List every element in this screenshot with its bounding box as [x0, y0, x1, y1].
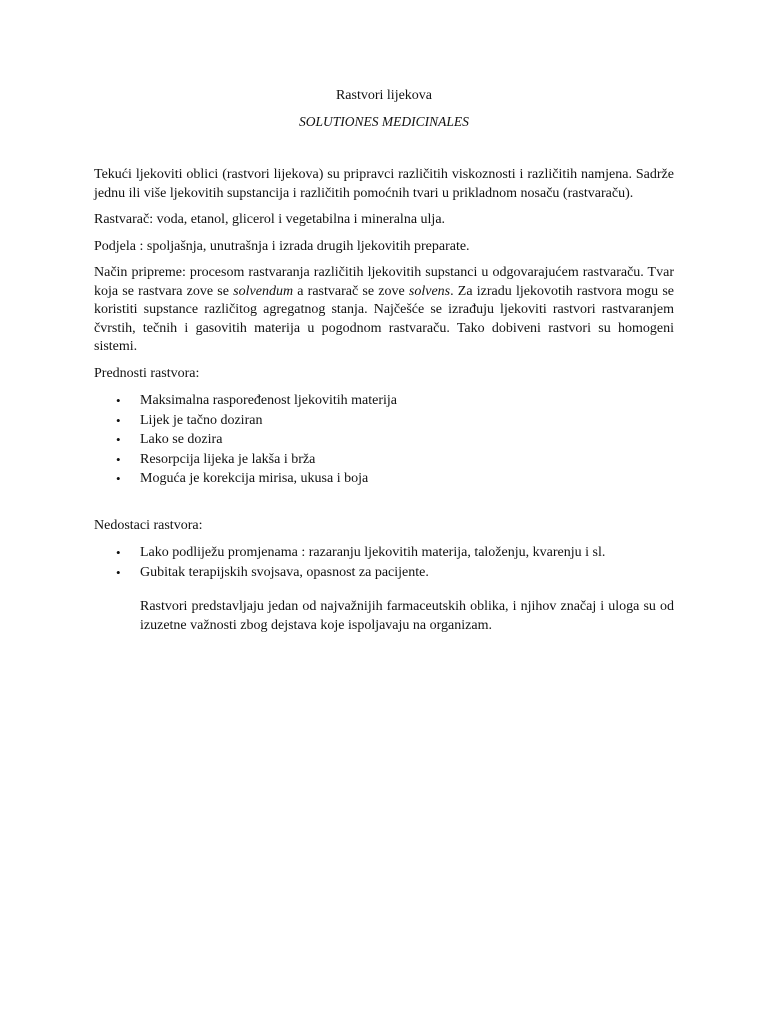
preparation-text-3: . Za izradu ljekovotih rastvora mogu se koristiti supstance različitog agregatnog stanja. Najčešće se izrađuju ljekoviti rastvori rastvaranjem čvrstih, tečnih i gasovitih materija u pogodnom rastvaraču. Tako dobiveni rastvori su homogeni sistemi.: [94, 283, 674, 354]
document-title: Rastvori lijekova: [335, 88, 433, 103]
advantages-heading: Prednosti rastvora:: [94, 365, 200, 381]
list-item: [94, 411, 674, 431]
list-item: [94, 430, 674, 450]
closing-paragraph: Rastvori predstavljaju jedan od najvažnijih farmaceutskih oblika, i njihov značaj i uloga su od izuzetne važnosti zbog dejstava koje ispoljavaju na organizam.: [140, 599, 674, 633]
section-spacer: [94, 499, 674, 517]
preparation-text-2: a rastvarač se zove: [293, 283, 409, 299]
list-item-text: Gubitak terapijskih svojsava, opasnost za pacijente.: [140, 564, 429, 580]
bullet-icon: •: [116, 432, 121, 447]
list-item: [94, 543, 674, 563]
solvendum-term: solvendum: [233, 283, 294, 299]
list-item-text: Resorpcija lijeka je lakša i brža: [140, 451, 316, 467]
solvents-paragraph: Rastvarač: voda, etanol, glicerol i vegetabilna i mineralna ulja.: [94, 212, 446, 227]
disadvantages-list: [94, 543, 674, 582]
advantages-list: [94, 391, 674, 489]
list-item-text: Moguća je korekcija mirisa, ukusa i boja: [140, 471, 369, 486]
list-item-text: Lako se dozira: [140, 432, 223, 447]
list-item: [94, 391, 674, 411]
bullet-icon: •: [116, 545, 121, 560]
list-item: [94, 563, 674, 583]
list-item-text: Lijek je tačno doziran: [140, 412, 263, 428]
list-item: [94, 469, 674, 489]
disadvantages-heading: Nedostaci rastvora:: [94, 517, 203, 533]
bullet-icon: •: [116, 471, 121, 486]
preparation-text-1: Način pripreme: procesom rastvaranja različitih ljekovitih supstanci u odgovarajućem rastvaraču. Tvar koja se rastvara zove se: [94, 265, 674, 299]
bullet-icon: •: [116, 564, 121, 580]
intro-paragraph: Tekući ljekoviti oblici (rastvori lijekova) su pripravci različitih viskoznosti i različitih namjena. Sadrže jednu ili više ljekovitih supstancija i različitih pomoćnih tvari u prikladnom nosaču (rastvaraču).: [94, 167, 674, 201]
document-subtitle: SOLUTIONES MEDICINALES: [299, 114, 469, 129]
division-paragraph: Podjela : spoljašnja, unutrašnja i izrada drugih ljekovitih preparate.: [94, 238, 470, 254]
list-item-text: Lako podliježu promjenama : razaranju ljekovitih materija, taloženju, kvarenju i sl.: [140, 545, 606, 560]
bullet-icon: •: [116, 451, 121, 467]
bullet-icon: •: [116, 393, 121, 408]
bullet-icon: •: [116, 412, 121, 428]
preparation-paragraph: [94, 264, 674, 357]
solvens-term: solvens: [408, 283, 451, 299]
list-item: [94, 450, 674, 470]
list-item-text: Maksimalna raspoređenost ljekovitih materija: [140, 393, 397, 408]
